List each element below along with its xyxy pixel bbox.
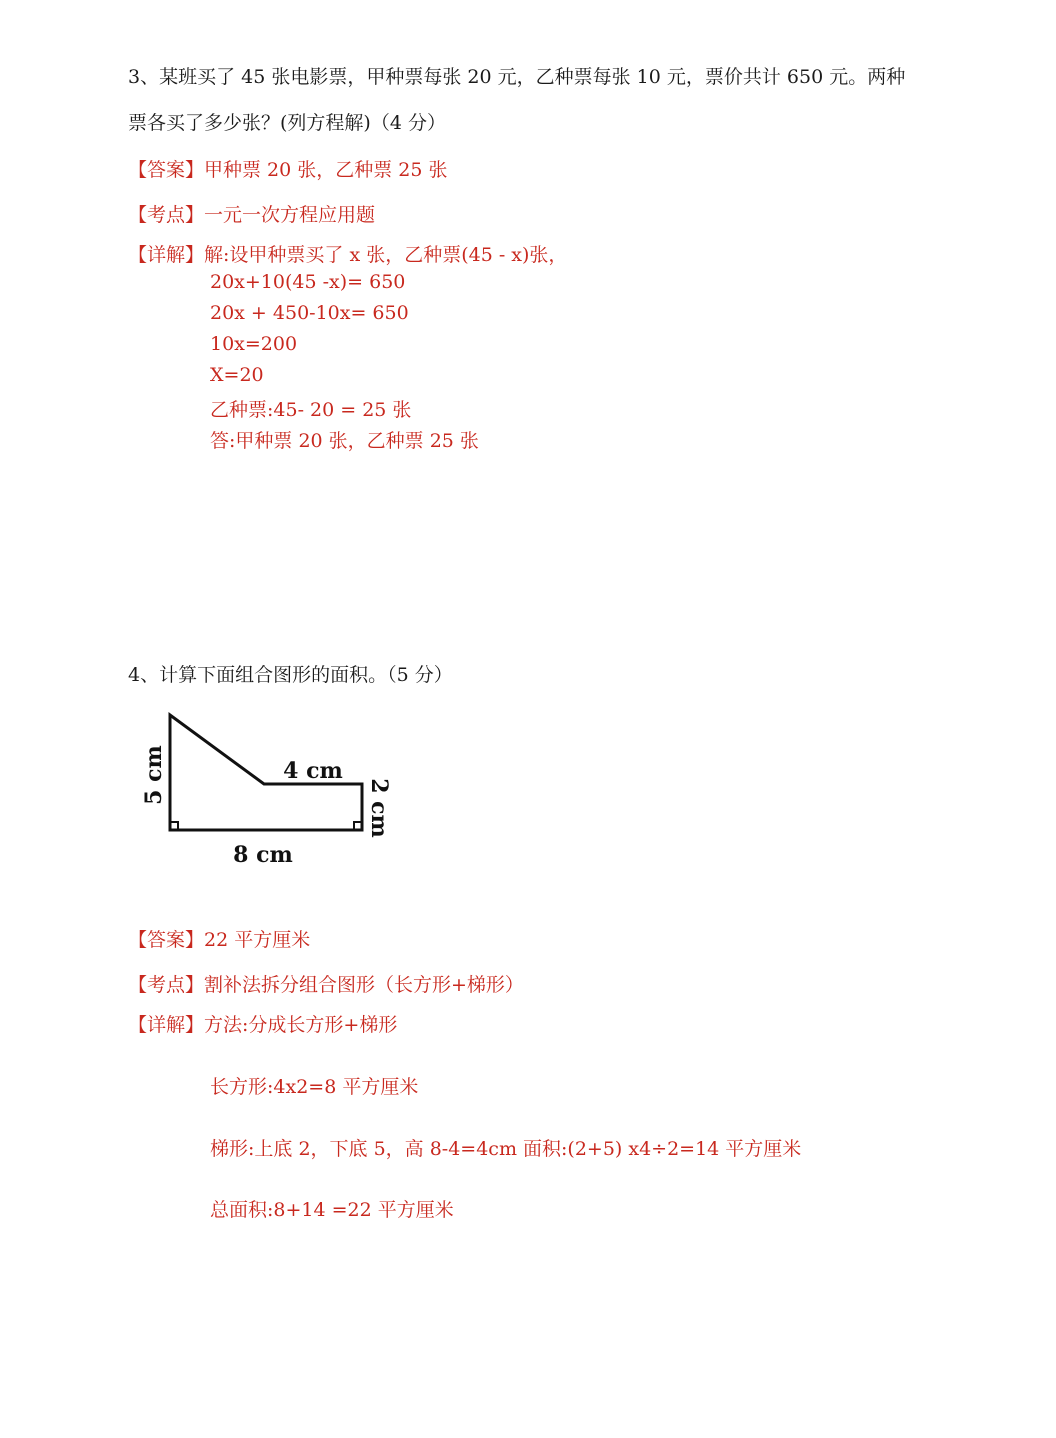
point-tag: 【考点】: [128, 204, 205, 226]
q4-detail: [128, 1010, 397, 1037]
q3-step: 20x+10(45 -x)= 650: [210, 271, 406, 293]
q3-step: X=20: [210, 364, 264, 386]
detail-tag: 【详解】: [128, 244, 205, 266]
point-tag: 【考点】: [128, 974, 205, 996]
q4-point: [128, 970, 524, 997]
q4-step: 长方形:4x2=8 平方厘米: [210, 1076, 419, 1098]
q3-step: 乙种票:45- 20 = 25 张: [210, 399, 412, 421]
answer-tag: 【答案】: [128, 159, 205, 181]
q3-answer: [128, 155, 448, 182]
q3-step: 10x=200: [210, 333, 298, 355]
detail-tag: 【详解】: [128, 1014, 205, 1036]
answer-text: 甲种票 20 张，乙种票 25 张: [204, 159, 448, 181]
q3-text-line2: 票各买了多少张？(列方程解)（4 分）: [128, 112, 446, 134]
q3-point: [128, 200, 375, 227]
q4-step: 总面积:8+14 =22 平方厘米: [210, 1199, 454, 1221]
label-right: 2 cm: [366, 778, 392, 838]
answer-tag: 【答案】: [128, 929, 205, 951]
q3-detail: [128, 240, 567, 267]
q4-title: 4、计算下面组合图形的面积。（5 分）: [128, 664, 453, 686]
answer-text: 22 平方厘米: [204, 929, 311, 951]
q3-text-line1: 3、某班买了 45 张电影票，甲种票每张 20 元，乙种票每张 10 元，票价共计 650 元。两种: [128, 66, 906, 88]
label-bottom: 8 cm: [233, 842, 293, 868]
composite-shape-figure: [128, 700, 418, 880]
detail-text: 方法:分成长方形+梯形: [204, 1014, 398, 1036]
detail-text: 解:设甲种票买了 x 张，乙种票(45 - x)张，: [204, 244, 568, 266]
label-top: 4 cm: [283, 758, 343, 784]
q3-step: 20x + 450-10x= 650: [210, 302, 409, 324]
point-text: 一元一次方程应用题: [204, 204, 376, 226]
q4-step: 梯形:上底 2，下底 5，高 8-4=4cm 面积:(2+5) x4÷2=14 平方厘米: [210, 1138, 802, 1160]
point-text: 割补法拆分组合图形（长方形+梯形）: [204, 974, 524, 996]
q4-answer: [128, 925, 310, 952]
q3-step: 答:甲种票 20 张，乙种票 25 张: [210, 430, 479, 452]
label-left: 5 cm: [141, 745, 167, 805]
